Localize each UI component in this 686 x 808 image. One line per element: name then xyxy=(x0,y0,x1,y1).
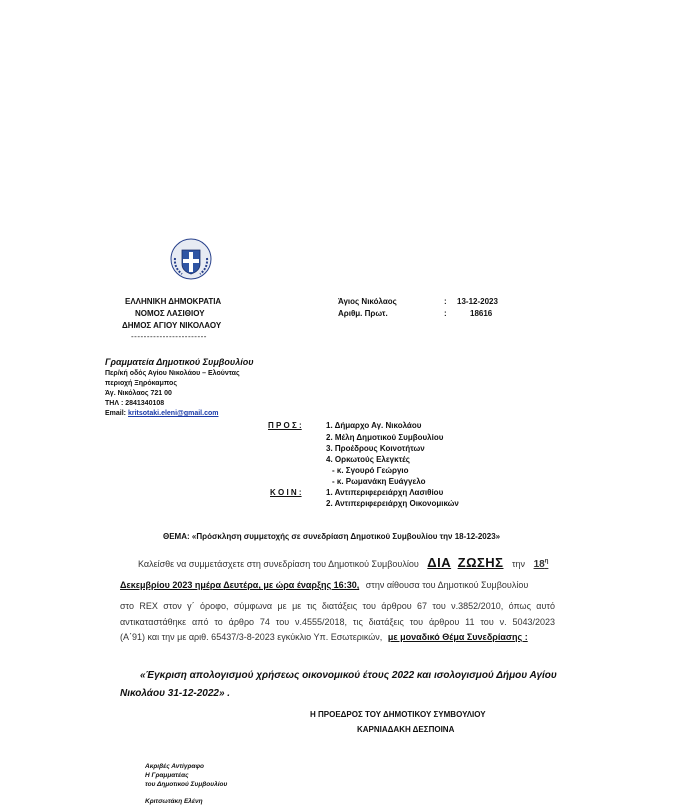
signature-name: ΚΑΡΝΙΑΔΑΚΗ ΔΕΣΠΟΙΝΑ xyxy=(357,725,455,734)
topic-line-2: Νικολάου 31-12-2022» . xyxy=(120,688,231,699)
recipient-item: 1. Δήμαρχο Αγ. Νικολάου xyxy=(326,421,422,430)
recipient-subitem: - κ. Σγουρό Γεώργιο xyxy=(332,466,409,475)
office-phone: ΤΗΛ : 2841340108 xyxy=(105,400,165,407)
protocol-colon: : xyxy=(444,309,447,318)
country-name: ΕΛΛΗΝΙΚΗ ΔΗΜΟΚΡΑΤΙΑ xyxy=(125,297,222,306)
in-person-word-dia: ΔΙΑ xyxy=(427,555,452,570)
to-label: Π Ρ Ο Σ : xyxy=(268,421,302,430)
place-label: Άγιος Νικόλαος xyxy=(338,297,397,306)
meeting-venue-text: στην αίθουσα του Δημοτικού Συμβουλίου xyxy=(365,580,529,590)
office-address-area: περιοχή Ξηρόκαμπος xyxy=(105,380,177,387)
prefecture-name: ΝΟΜΟΣ ΛΑΣΙΘΙΟΥ xyxy=(135,309,205,318)
header-separator: ------------------------ xyxy=(131,332,207,341)
email-label: Email: xyxy=(105,410,127,417)
body-line-3: στο REX στον γ΄ όροφο, σύμφωνα με με τις διατάξεις του άρθρου 67 του ν.3852/2010, όπως αυτό xyxy=(120,601,555,611)
cc-item: 2. Αντιπεριφερειάρχη Οικονομικών xyxy=(326,499,459,508)
body-line-1 xyxy=(138,555,548,570)
meeting-day-ordinal: η xyxy=(544,558,549,565)
body-invite-text: Καλείσθε να συμμετάσχετε στη συνεδρίαση του Δημοτικού Συμβουλίου xyxy=(138,559,419,569)
copy-council-label: του Δημοτικού Συμβουλίου xyxy=(145,781,228,788)
coat-of-arms-icon xyxy=(170,238,212,280)
document-date: 13-12-2023 xyxy=(457,297,498,306)
municipality-name: ΔΗΜΟΣ ΑΓΙΟΥ ΝΙΚΟΛΑΟΥ xyxy=(122,321,222,330)
place-colon: : xyxy=(444,297,447,306)
body-line-5 xyxy=(120,632,528,642)
meeting-day-number: 18 xyxy=(533,559,545,570)
protocol-number: 18616 xyxy=(470,309,493,318)
copy-secretary-label: Η Γραμματέας xyxy=(145,772,189,779)
body-the-word: την xyxy=(512,559,526,569)
copy-certification: Ακριβές Αντίγραφο xyxy=(145,763,204,770)
recipient-item: 2. Μέλη Δημοτικού Συμβουλίου xyxy=(326,433,444,442)
protocol-label: Αριθμ. Πρωτ. xyxy=(338,309,388,318)
single-topic-label: με μοναδικό Θέμα Συνεδρίασης : xyxy=(387,632,528,642)
office-address-street: Περ/κή οδός Αγίου Νικολάου – Ελούντας xyxy=(105,370,240,377)
meeting-datetime: Δεκεμβρίου 2023 ημέρα Δευτέρα, με ώρα έναρξης 16:30, xyxy=(120,580,360,590)
legal-reference-text: (Α΄91) και την με αριθ. 65437/3-8-2023 εγκύκλιο Υπ. Εσωτερικών, xyxy=(120,632,383,642)
recipient-item: 4. Ορκωτούς Ελεγκτές xyxy=(326,455,410,464)
cc-item: 1. Αντιπεριφερειάρχη Λασιθίου xyxy=(326,488,444,497)
subject-line: ΘΕΜΑ: «Πρόσκληση συμμετοχής σε συνεδρίαση Δημοτικού Συμβουλίου την 18-12-2023» xyxy=(163,532,501,541)
topic-line-1: «Έγκριση απολογισμού χρήσεως οικονομικού έτους 2022 και ισολογισμού Δήμου Αγίου xyxy=(140,670,557,681)
signature-title: Η ΠΡΟΕΔΡΟΣ ΤΟΥ ΔΗΜΟΤΙΚΟΥ ΣΥΜΒΟΥΛΙΟΥ xyxy=(310,710,486,719)
recipient-subitem: - κ. Ρωμανάκη Ευάγγελο xyxy=(332,477,426,486)
email-link[interactable]: kritsotaki.eleni@gmail.com xyxy=(128,410,219,417)
copy-secretary-name: Κριτσωτάκη Ελένη xyxy=(145,798,203,805)
body-line-4: αντικαταστάθηκε από το άρθρο 74 του ν.4555/2018, τις διατάξεις του άρθρου 11 του ν. 5043/2023 xyxy=(120,617,555,627)
recipient-item: 3. Προέδρους Κοινοτήτων xyxy=(326,444,425,453)
body-line-2 xyxy=(120,580,528,590)
meeting-day xyxy=(534,559,549,570)
office-address-city: Άγ. Νικόλαος 721 00 xyxy=(105,390,172,397)
office-name: Γραμματεία Δημοτικού Συμβουλίου xyxy=(105,357,254,367)
cc-label: Κ Ο Ι Ν : xyxy=(270,488,302,497)
in-person-word-zosis: ΖΩΣΗΣ xyxy=(457,555,504,570)
